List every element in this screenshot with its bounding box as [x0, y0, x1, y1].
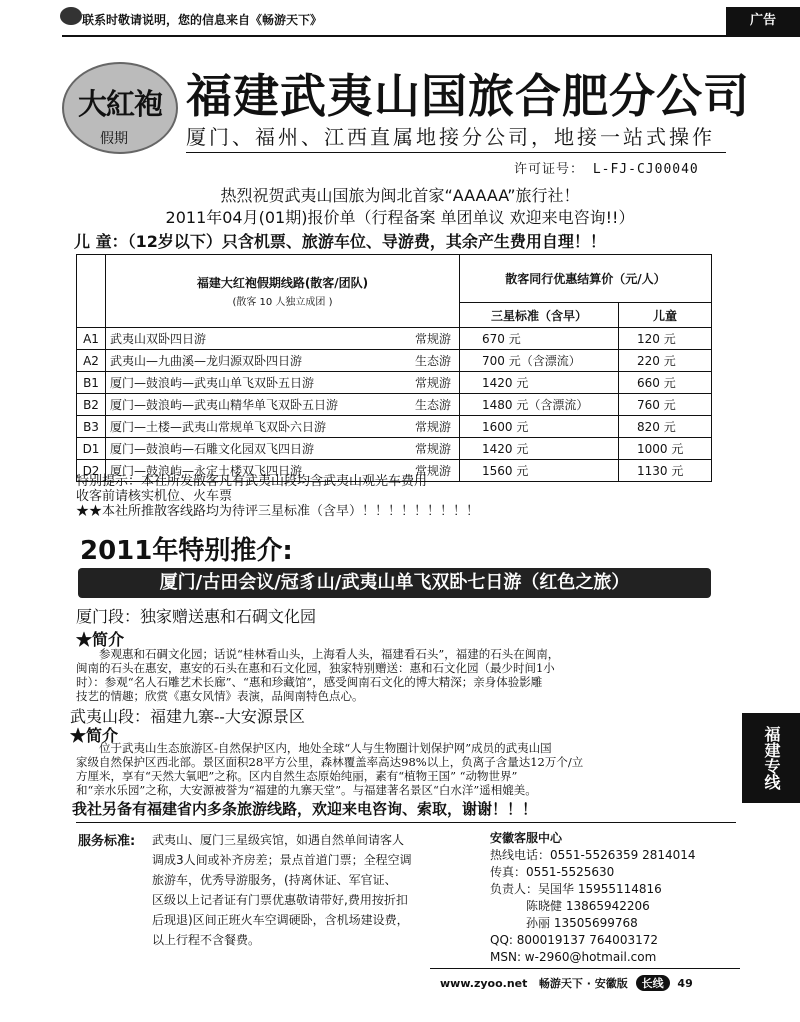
wuyishan-section-title: 武夷山段：福建九寨--大安源景区 [70, 707, 305, 726]
closing-line: 我社另备有福建省内多条旅游线路，欢迎来电咨询、索取，谢谢！！！ [72, 800, 538, 818]
notes-block [76, 474, 479, 519]
row-route-name: 厦门—鼓浪屿—石雕文化园双飞四日游 [110, 442, 315, 456]
table-row [77, 394, 712, 416]
route-header-sub: (散客 10 人独立成团 ) [232, 297, 333, 308]
special-heading: 2011年特别推介: [80, 536, 293, 566]
contact-fax: 传真：0551-5525630 [490, 865, 615, 879]
row-standard-price: 1560 元 [460, 460, 619, 482]
table-header-route [106, 255, 460, 328]
row-code: A1 [77, 328, 106, 350]
service-text [152, 830, 472, 950]
row-standard-price: 1600 元 [460, 416, 619, 438]
note-line-1: 特别提示：本社所发散客凡有武夷山段均含武夷山观光车费用 [76, 474, 428, 489]
row-route-type: 常规游 [414, 332, 451, 346]
service-divider [76, 822, 736, 823]
row-route-name: 厦门—鼓浪屿—武夷山精华单飞双卧五日游 [110, 398, 339, 412]
wuyishan-desc-line-3: 方厘米，享有“天然大氧吧”之称。区内自然生态原始纯丽，素有“植物王国” “动物世界” [76, 769, 518, 783]
company-title: 福建武夷山国旅合肥分公司 [186, 69, 750, 123]
wuyishan-description [76, 741, 726, 797]
row-standard-price: 670 元 [460, 328, 619, 350]
row-route-name: 武夷山双卧四日游 [110, 332, 207, 346]
row-route-name: 厦门—鼓浪屿—永定土楼双飞四日游 [110, 464, 303, 478]
service-line-4: 区级以上记者证有门票优惠敬请带好,费用按折扣 [152, 893, 408, 907]
side-tab-fujian-special: 福建专线 [742, 713, 800, 803]
license-number: 许可证号： L-FJ-CJ00040 [514, 162, 699, 177]
table-row [77, 416, 712, 438]
row-child-price: 760 元 [619, 394, 712, 416]
service-label: 服务标准: [78, 834, 136, 849]
company-subtitle: 厦门、福州、江西直属地接分公司，地接一站式操作 [186, 125, 715, 149]
wuyishan-desc-line-2: 家级自然保护区西北部。景区面积28平方公里，森林覆盖率高达98%以上，负离子含量达12万个/立 [76, 755, 584, 769]
intro-line-3: 儿 童：（12岁以下）只含机票、旅游车位、导游费，其余产生费用自理！！ [74, 232, 606, 251]
footer-magazine: 畅游天下 · 安徽版 [538, 977, 628, 990]
row-child-price: 1000 元 [619, 438, 712, 460]
header-note: 联系时敬请说明，您的信息来自《畅游天下》 [82, 13, 323, 27]
row-route [106, 394, 460, 416]
row-child-price: 1130 元 [619, 460, 712, 482]
table-row [77, 350, 712, 372]
row-code: B3 [77, 416, 106, 438]
title-divider [186, 152, 726, 153]
brand-badge [62, 62, 178, 154]
contact-person-3: 孙丽 13505699768 [526, 916, 638, 930]
table-row [77, 372, 712, 394]
xiamen-section-title: 厦门段：独家赠送惠和石碉文化园 [76, 607, 317, 626]
row-route [106, 416, 460, 438]
header-bar [62, 3, 800, 37]
contact-qq: QQ: 800019137 764003172 [490, 933, 658, 947]
table-header-child: 儿童 [619, 303, 712, 328]
note-line-3: ★★本社所推散客线路均为待评三星标准（含早）！！！！！！！！！ [76, 504, 480, 519]
row-standard-price: 1420 元 [460, 372, 619, 394]
row-route-type: 常规游 [414, 420, 451, 434]
row-code: B2 [77, 394, 106, 416]
row-route-name: 厦门—鼓浪屿—武夷山单飞双卧五日游 [110, 376, 315, 390]
row-route-name: 武夷山—九曲溪—龙归源双卧四日游 [110, 354, 303, 368]
wuyishan-intro-label: ★简介 [70, 726, 119, 745]
row-standard-price: 1480 元（含漂流） [460, 394, 619, 416]
contact-person-1: 负责人：吴国华 15955114816 [490, 882, 662, 896]
table-header-row [77, 255, 712, 303]
row-code: B1 [77, 372, 106, 394]
contact-person-2: 陈晓健 13865942206 [526, 899, 650, 913]
intro-line-1: 热烈祝贺武夷山国旅为闽北首家“AAAAA”旅行社！ [220, 186, 580, 205]
row-route-name: 厦门—土楼—武夷山常规单飞双卧六日游 [110, 420, 327, 434]
ad-label: 广告 [726, 7, 800, 35]
service-line-5: 后现退)区间正班火车空调硬卧，含机场建设费， [152, 913, 409, 927]
row-route-type: 常规游 [414, 442, 451, 456]
row-code: A2 [77, 350, 106, 372]
row-route-type: 生态游 [414, 354, 451, 368]
intro-line-2: 2011年04月(01期)报价单（行程备案 单团单议 欢迎来电咨询!!） [165, 208, 635, 227]
row-child-price: 220 元 [619, 350, 712, 372]
xiamen-description [76, 647, 726, 703]
xiamen-desc-line-1: 参观惠和石碉文化园；话说“桂林看山头，上海看人头，福建看石头”，福建的石头在闽南， [99, 647, 560, 661]
footer-tag: 长线 [636, 975, 670, 991]
footer-divider [430, 968, 740, 969]
row-standard-price: 700 元（含漂流） [460, 350, 619, 372]
row-code: D2 [77, 460, 106, 482]
service-line-2: 调成3人间或补齐房差；景点首道门票；全程空调 [152, 853, 412, 867]
xiamen-desc-line-4: 技艺的情趣；欣赏《惠女风情》表演，品闽南特色点心。 [76, 689, 364, 703]
row-route [106, 372, 460, 394]
table-row [77, 328, 712, 350]
route-header-label: 福建大红袍假期线路(散客/团队) [196, 276, 369, 290]
row-route-type: 常规游 [414, 376, 451, 390]
table-row [77, 438, 712, 460]
contact-hotline: 热线电话：0551-5526359 2814014 [490, 848, 696, 862]
special-route-banner: 厦门/古田会议/冠豸山/武夷山单飞双卧七日游（红色之旅） [78, 568, 711, 598]
row-route [106, 350, 460, 372]
service-line-3: 旅游车，优秀导游服务，(持离休证、军官证、 [152, 873, 397, 887]
row-route [106, 328, 460, 350]
table-header-standard: 三星标准（含早） [460, 303, 619, 328]
row-route-type: 常规游 [414, 464, 451, 478]
contact-block [490, 830, 696, 966]
service-line-1: 武夷山、厦门三星级宾馆，如遇自然单间请客人 [152, 833, 405, 847]
footer-site[interactable]: www.zyoo.net [440, 977, 528, 990]
badge-sub-text: 假期 [100, 131, 128, 147]
row-route-type: 生态游 [414, 398, 451, 412]
wuyishan-desc-line-4: 和“亲水乐园”之称，大安源被誉为“福建的九寨天堂”。与福建著名景区“白水洋”遥相媲美。 [76, 783, 537, 797]
xiamen-desc-line-2: 闽南的石头在惠安，惠安的石头在惠和石文化园，独家特别赠送：惠和石文化园（最少时间1小 [76, 661, 555, 675]
xiamen-desc-line-3: 时）：参观“名人石雕艺术长廊”、“惠和珍藏馆”，感受闽南石文化的博大精深；亲身体验影雕 [76, 675, 543, 689]
route-price-table [76, 254, 712, 482]
service-line-6: 以上行程不含餐费。 [152, 933, 261, 947]
row-child-price: 120 元 [619, 328, 712, 350]
xiamen-intro-label: ★简介 [76, 630, 125, 649]
wuyishan-desc-line-1: 位于武夷山生态旅游区-自然保护区内，地处全球“人与生物圈计划保护网”成员的武夷山国 [99, 741, 552, 755]
footer-page-number: 49 [677, 977, 693, 990]
row-route [106, 438, 460, 460]
table-header-code [77, 255, 106, 328]
note-line-2: 收客前请核实机位、火车票 [76, 489, 233, 504]
row-code: D1 [77, 438, 106, 460]
row-standard-price: 1420 元 [460, 438, 619, 460]
row-child-price: 660 元 [619, 372, 712, 394]
table-header-price: 散客同行优惠结算价（元/人） [460, 255, 712, 303]
contact-title: 安徽客服中心 [490, 831, 563, 845]
row-child-price: 820 元 [619, 416, 712, 438]
contact-msn: MSN: w-2960@hotmail.com [490, 950, 657, 964]
badge-main-text: 大紅袍 [77, 87, 162, 121]
footer [440, 975, 693, 991]
